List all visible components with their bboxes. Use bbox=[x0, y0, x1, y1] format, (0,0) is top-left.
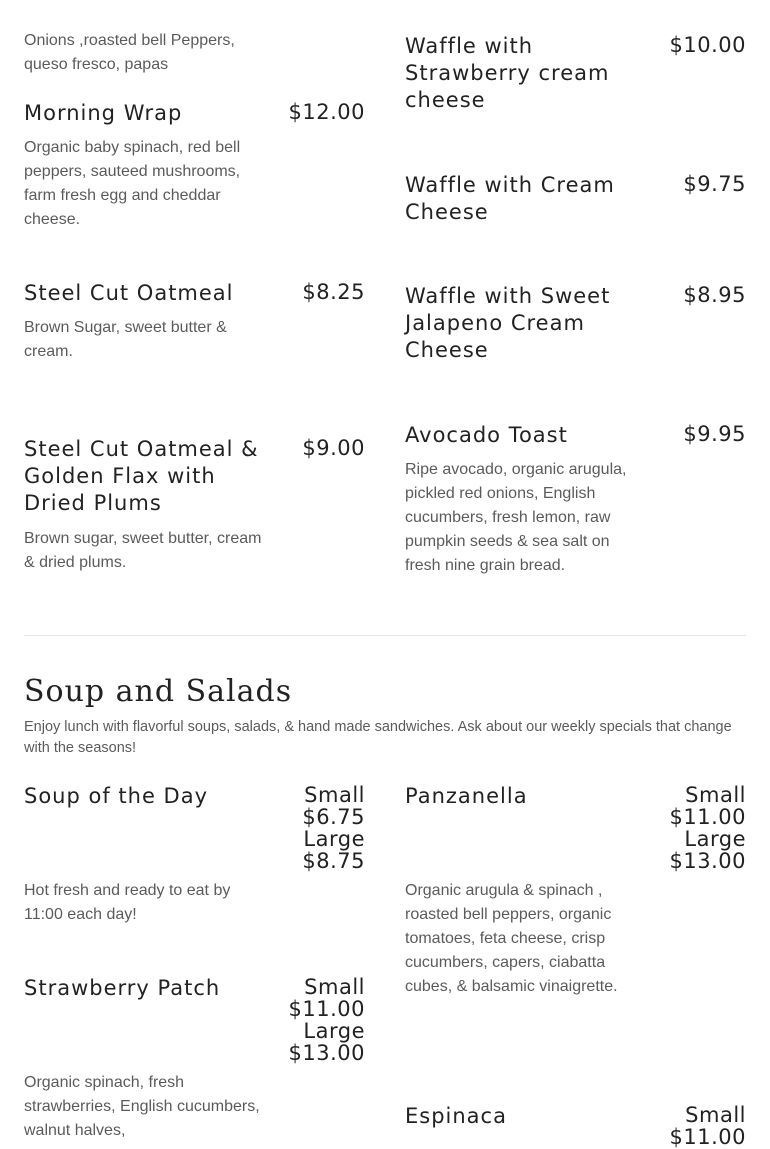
menu-item-description: Organic baby spinach, red bell peppers, sauteed mushrooms, farm fresh egg and cheddar cheese. bbox=[24, 139, 241, 228]
menu-item-price: Small $11.00 Large $13.00 bbox=[288, 975, 365, 1065]
menu-item-name: Waffle with Strawberry cream cheese bbox=[405, 34, 610, 112]
menu-item-name: Steel Cut Oatmeal bbox=[24, 281, 234, 305]
menu-item-description: Brown sugar, sweet butter, cream & dried plums. bbox=[24, 530, 262, 571]
menu-item-name: Strawberry Patch bbox=[24, 976, 221, 1000]
menu-item-name: Morning Wrap bbox=[24, 101, 183, 125]
menu-item-name: Waffle with Cream Cheese bbox=[405, 173, 615, 224]
menu-item-price: $10.00 bbox=[669, 33, 746, 57]
menu-item-name: Panzanella bbox=[405, 784, 528, 808]
menu-item-name: Waffle with Sweet Jalapeno Cream Cheese bbox=[405, 284, 611, 362]
menu-item-price: Small $11.00 Large $13.00 bbox=[669, 783, 746, 873]
menu-item-price: $8.95 bbox=[683, 283, 746, 307]
menu-item-description: Hot fresh and ready to eat by 11:00 each day! bbox=[24, 882, 231, 923]
menu-item-description: Brown Sugar, sweet butter & cream. bbox=[24, 319, 227, 360]
item-description-cut: Onions ,roasted bell Peppers, queso fresco, papas bbox=[24, 32, 235, 73]
menu-item-price: $12.00 bbox=[288, 100, 365, 124]
menu-item-description: Ripe avocado, organic arugula, pickled red onions, English cucumbers, fresh lemon, raw pumpkin seeds & sea salt on fresh nine grain bread. bbox=[405, 461, 627, 574]
menu-item-name: Soup of the Day bbox=[24, 784, 209, 808]
menu-item-price: Small $11.00 bbox=[669, 1103, 746, 1149]
menu-item-price: Small $6.75 Large $8.75 bbox=[302, 783, 365, 873]
menu-item-name: Avocado Toast bbox=[405, 423, 568, 447]
menu-item-price: $9.95 bbox=[683, 422, 746, 446]
menu-item-description: Organic spinach, fresh strawberries, English cucumbers, walnut halves, bbox=[24, 1074, 260, 1139]
menu-item-description: Organic arugula & spinach , roasted bell peppers, organic tomatoes, feta cheese, crisp cucumbers, capers, ciabatta cubes, & balsamic vinaigrette. bbox=[405, 882, 618, 995]
menu-item-price: $9.75 bbox=[683, 172, 746, 196]
section-intro: Enjoy lunch with flavorful soups, salads, & hand made sandwiches. Ask about our weekly specials that change with the seasons! bbox=[24, 719, 732, 756]
menu-item-price: $9.00 bbox=[302, 436, 365, 460]
menu-item-name: Espinaca bbox=[405, 1104, 507, 1128]
section-divider bbox=[24, 635, 746, 636]
menu-item-name: Steel Cut Oatmeal & Golden Flax with Dried Plums bbox=[24, 437, 259, 515]
menu-item-price: $8.25 bbox=[302, 280, 365, 304]
section-title: Soup and Salads bbox=[24, 674, 293, 709]
